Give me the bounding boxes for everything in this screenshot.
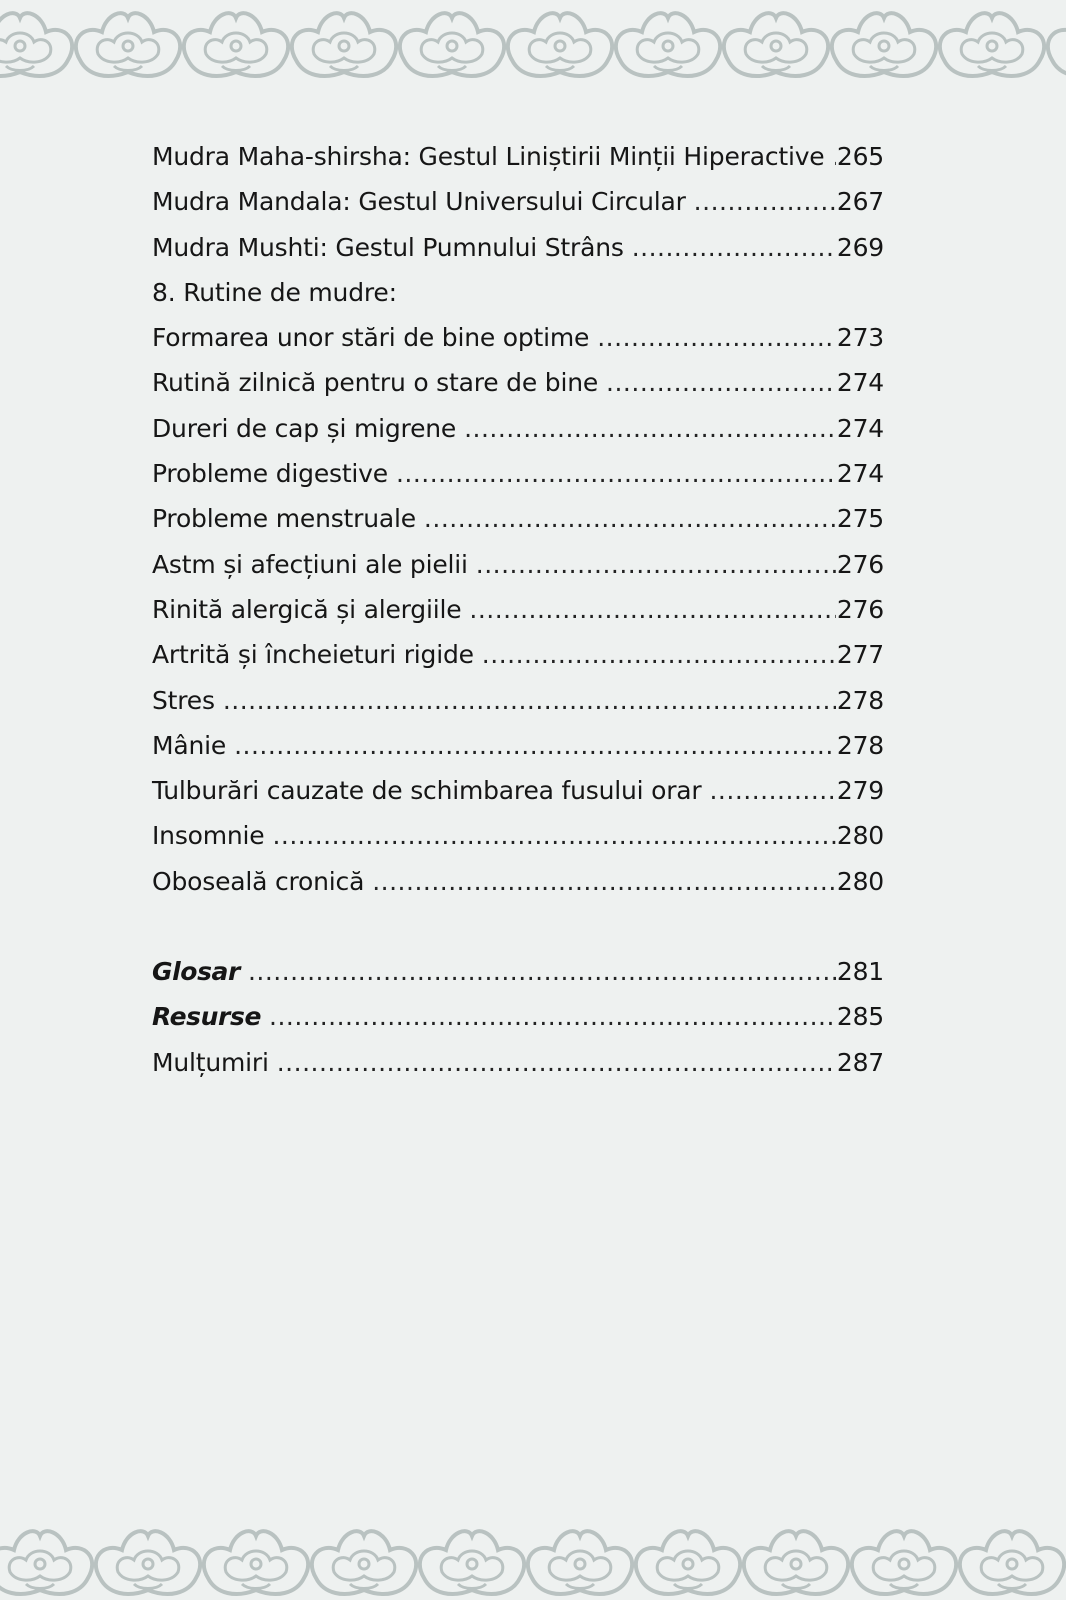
toc-entry-title: Probleme digestive xyxy=(152,459,388,489)
toc-leader-dots xyxy=(476,550,836,579)
toc-entry-page: 287 xyxy=(836,1047,884,1077)
top-ornament-border xyxy=(0,0,1066,92)
toc-entry xyxy=(152,776,884,821)
toc-entry-page: 276 xyxy=(836,594,884,624)
toc-entry xyxy=(152,867,884,912)
toc-entry xyxy=(152,550,884,595)
toc-leader-dots xyxy=(694,187,836,216)
toc-entry-title: Artrită și încheieturi rigide xyxy=(152,640,474,670)
toc-entry-page: 274 xyxy=(836,368,884,398)
toc-entry-title: Mânie xyxy=(152,730,227,760)
toc-entry-title: Resurse xyxy=(152,1002,262,1032)
toc-entry-page: 278 xyxy=(836,730,884,760)
toc-back-matter-entry xyxy=(152,1048,884,1093)
toc-entry-page: 274 xyxy=(836,413,884,443)
toc-leader-dots xyxy=(277,1048,836,1077)
toc-entry-page: 275 xyxy=(836,504,884,534)
toc-entry-title: Mudra Mandala: Gestul Universului Circular xyxy=(152,187,686,217)
toc-entry xyxy=(152,414,884,459)
toc-back-matter-entry xyxy=(152,1002,884,1047)
toc-entry-page: 274 xyxy=(836,459,884,489)
toc-leader-dots xyxy=(372,867,836,896)
toc-leader-dots xyxy=(709,776,835,805)
toc-leader-dots xyxy=(424,504,836,533)
toc-leader-dots xyxy=(464,414,836,443)
toc-entry-title: Rutină zilnică pentru o stare de bine xyxy=(152,368,599,398)
toc-entry-title: Astm și afecțiuni ale pielii xyxy=(152,549,468,579)
toc-entry-title: Dureri de cap și migrene xyxy=(152,413,457,443)
toc-leader-dots xyxy=(482,640,836,669)
toc-entry xyxy=(152,686,884,731)
toc-entry xyxy=(152,368,884,413)
toc-chapter-heading xyxy=(152,278,884,323)
toc-entry-page: 280 xyxy=(836,866,884,896)
toc-entry-title: Formarea unor stări de bine optime xyxy=(152,323,590,353)
toc-leader-dots xyxy=(606,368,836,397)
toc-entry-title: Stres xyxy=(152,685,215,715)
bottom-ornament-border xyxy=(0,1508,1066,1600)
toc-entry xyxy=(152,640,884,685)
toc-leader-dots xyxy=(272,821,835,850)
toc-entry-page: 280 xyxy=(836,821,884,851)
toc-entry-title: Mudra Maha-shirsha: Gestul Liniștirii Minții Hiperactive xyxy=(152,142,825,171)
toc-leader-dots xyxy=(269,1002,836,1031)
toc-leader-dots xyxy=(234,731,836,760)
toc-entry-page: 276 xyxy=(836,549,884,579)
toc-entry-page: 281 xyxy=(836,957,884,987)
toc-entry-page: 267 xyxy=(836,187,884,217)
toc-entry xyxy=(152,233,884,278)
toc-entry-page: 279 xyxy=(836,776,884,806)
toc-entry xyxy=(152,504,884,549)
toc-chapter-subtitle-entry xyxy=(152,323,884,368)
toc-back-matter-entry xyxy=(152,957,884,1002)
toc-chapter-title: 8. Rutine de mudre: xyxy=(152,277,397,307)
table-of-contents xyxy=(152,142,884,1093)
toc-entry-page: 285 xyxy=(836,1002,884,1032)
toc-entry xyxy=(152,595,884,640)
toc-entry xyxy=(152,821,884,866)
toc-entry-page: 277 xyxy=(836,640,884,670)
toc-entry-title: Mudra Mushti: Gestul Pumnului Strâns xyxy=(152,232,624,262)
toc-leader-dots xyxy=(248,957,836,986)
toc-entry xyxy=(152,731,884,776)
toc-entry-title: Glosar xyxy=(152,957,240,987)
toc-leader-dots xyxy=(396,459,836,488)
toc-entry-title: Probleme menstruale xyxy=(152,504,416,534)
section-spacer xyxy=(152,912,884,957)
toc-entry-title: Tulburări cauzate de schimbarea fusului orar xyxy=(152,776,702,806)
toc-entry-page: 273 xyxy=(836,323,884,353)
lotus-ornament-icon xyxy=(0,1508,1066,1600)
toc-leader-dots xyxy=(223,686,836,715)
toc-entry-title: Rinită alergică și alergiile xyxy=(152,594,462,624)
toc-leader-dots xyxy=(632,233,836,262)
toc-entry-page: 265 xyxy=(836,142,884,171)
toc-entry-title: Oboseală cronică xyxy=(152,866,365,896)
toc-entry-title: Mulțumiri xyxy=(152,1047,269,1077)
toc-entry-page: 269 xyxy=(836,232,884,262)
toc-entry-title: Insomnie xyxy=(152,821,265,851)
toc-leader-dots xyxy=(833,142,836,171)
toc-entry-page: 278 xyxy=(836,685,884,715)
toc-entry xyxy=(152,187,884,232)
lotus-ornament-icon xyxy=(0,0,1066,92)
toc-entry xyxy=(152,459,884,504)
toc-leader-dots xyxy=(469,595,835,624)
toc-entry xyxy=(152,142,884,187)
toc-leader-dots xyxy=(597,323,836,352)
